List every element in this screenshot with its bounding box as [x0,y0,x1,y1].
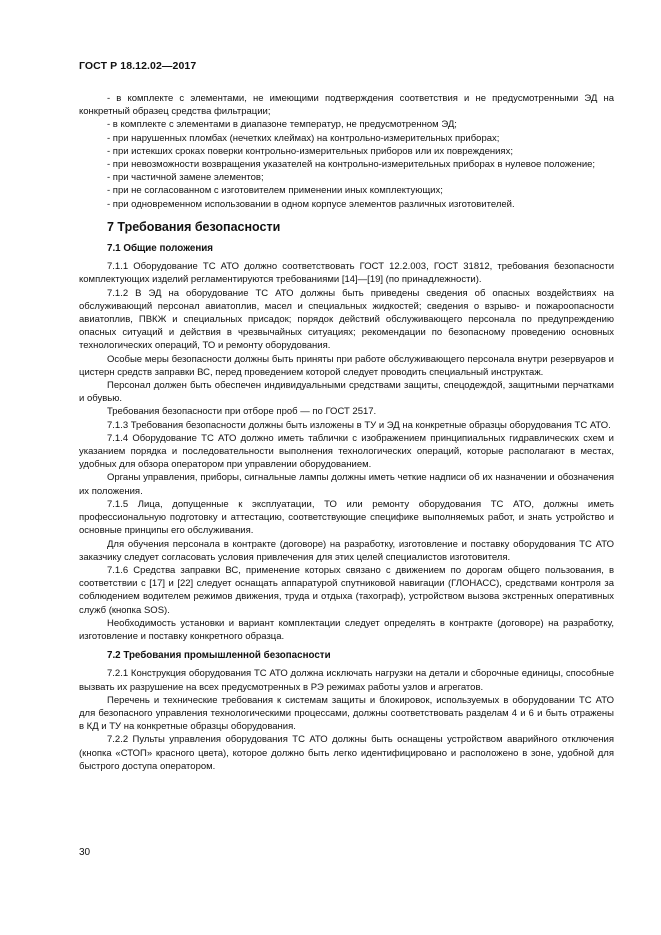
document-code: ГОСТ Р 18.12.02—2017 [79,60,197,72]
document-body [79,92,614,773]
section-heading: 7 Требования безопасности [107,219,281,234]
paragraph: Особые меры безопасности должны быть приняты при работе обслуживающего персонала внутри резервуаров и цистерн средств заправки ВС, перед проведением которой следует проводить специальный инструктаж. [79,353,614,378]
bullet-list [79,92,614,211]
paragraph: Персонал должен быть обеспечен индивидуальными средствами защиты, спецодеждой, защитными перчатками и обувью. [79,380,614,405]
list-item: - в комплекте с элементами, не имеющими подтверждения соответствия и не предусмотренными ЭД на конкретный образец средства фильтрации; [79,93,614,118]
paragraph: 7.1.4 Оборудование ТС АТО должно иметь таблички с изображением принципиальных гидравлических схем и указанием порядка и последовательности выполнения технологических операций, которые располагают в местах, удобных для обзора оператором при управлении оборудованием. [79,432,614,471]
paragraph: 7.1.6 Средства заправки ВС, применение которых связано с движением по дорогам общего пользования, в соответствии с [17] и [22] следует оснащать аппаратурой спутниковой навигации (ГЛОНАСС), средствами контроля за соблюдением водителем режимов движения, труда и отдыха (тахограф), устройством вызова экстренных оперативных служб (кнопка SOS). [79,564,614,616]
list-item: - при одновременном использовании в одном корпусе элементов различных изготовителей. [107,198,515,210]
paragraph: 7.1.3 Требования безопасности должны быть изложены в ТУ и ЭД на конкретные образцы оборудования ТС АТО. [107,419,611,431]
paragraph: 7.1.5 Лица, допущенные к эксплуатации, ТО или ремонту оборудования ТС АТО, должны иметь профессиональную подготовку и аттестацию, соответствующие специфике выполняемых работ, и знать устройство и основные принципы его обслуживания. [79,498,614,537]
list-item: - при не согласованном с изготовителем применении иных комплектующих; [107,185,443,197]
paragraph: 7.1.2 В ЭД на оборудование ТС АТО должны быть приведены сведения об опасных воздействиях на обслуживающий персонал авиатоплив, масел и специальных жидкостей; сведения о взрыво- и пожароопасности авиатоплив, ПВКЖ и специальных присадок; порядок действий обслуживающего персонала по предупреждению опасных ситуаций и действия в чрезвычайных ситуациях; рекомендации по безопасному проведению основных технологических операций, ТО и ремонту оборудования. [79,287,614,352]
list-item: - при истекших сроках поверки контрольно-измерительных приборов или их повреждениях; [107,145,513,157]
paragraph: Органы управления, приборы, сигнальные лампы должны иметь четкие надписи об их назначении и обозначения их положения. [79,472,614,497]
subsection-heading: 7.1 Общие положения [107,243,214,255]
subsection-heading: 7.2 Требования промышленной безопасности [107,650,331,662]
paragraph: Требования безопасности при отборе проб — по ГОСТ 2517. [107,406,377,418]
paragraph: Для обучения персонала в контракте (договоре) на разработку, изготовление и поставку оборудования ТС АТО заказчику следует согласовать условия привлечения для этих целей специалистов изготовителя. [79,538,614,563]
page-number: 30 [79,847,91,858]
paragraph: 7.2.1 Конструкция оборудования ТС АТО должна исключать нагрузки на детали и сборочные единицы, способные вызвать их разрушение на всех предусмотренных в РЭ режимах работы узлов и агрегатов. [79,668,614,693]
list-item: - при невозможности возвращения указателей на контрольно-измерительных приборах в нулевое положение; [107,159,596,171]
list-item: - при частичной замене элементов; [107,172,264,184]
paragraph: 7.2.2 Пульты управления оборудования ТС АТО должны быть оснащены устройством аварийного отключения (кнопка «СТОП» красного цвета), которое должно быть легко идентифицировано и расположено в зоне, удобной для быстрого доступа оператором. [79,734,614,772]
paragraph: 7.1.1 Оборудование ТС АТО должно соответствовать ГОСТ 12.2.003, ГОСТ 31812, требования безопасности комплектующих изделий регламентируются требованиями [14]—[19] (по принадлежности). [79,261,614,286]
list-item: - в комплекте с элементами в диапазоне температур, не предусмотренном ЭД; [107,119,457,131]
list-item: - при нарушенных пломбах (нечетких клеймах) на контрольно-измерительных приборах; [107,132,500,144]
paragraph: Необходимость установки и вариант комплектации следует определять в контракте (договоре) на разработку, изготовление и поставку конкретного образца. [79,617,614,642]
paragraph: Перечень и технические требования к системам защиты и блокировок, используемых в оборудовании ТС АТО для безопасного управления технологическими процессами, должны соответствовать разделам 4 и 6 и быть отражены в КД и ТУ на конкретные образцы оборудования. [79,694,614,733]
